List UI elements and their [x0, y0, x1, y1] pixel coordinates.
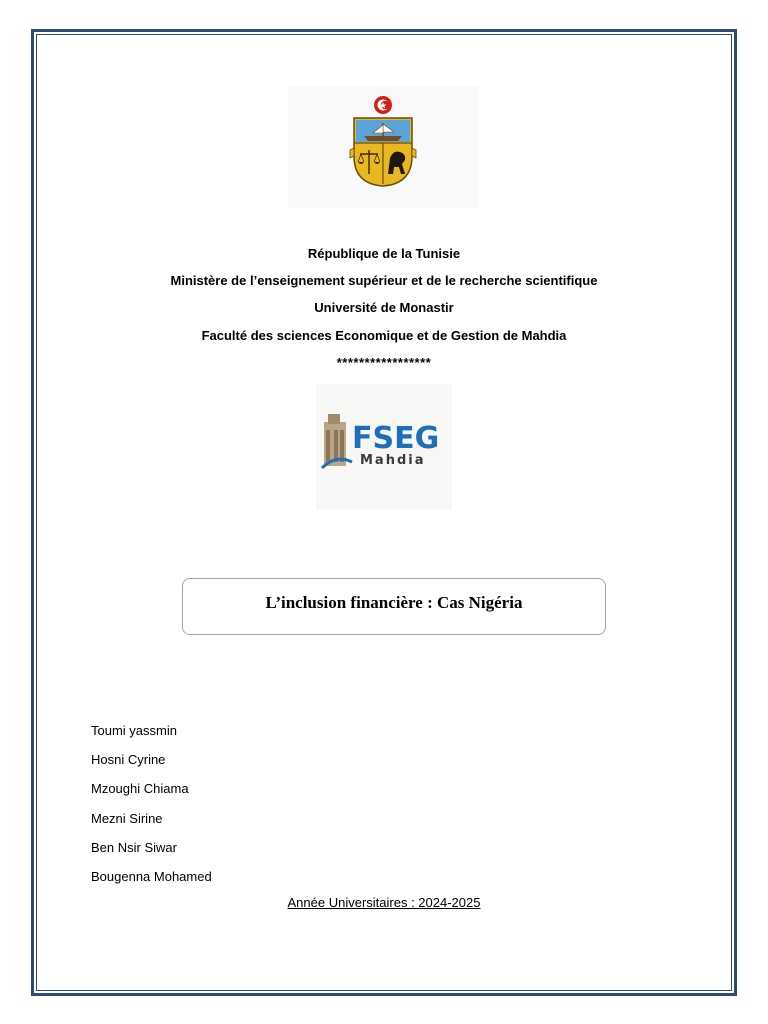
ministry-line: Ministère de l’enseignement supérieur et de le recherche scientifique: [170, 273, 598, 289]
authors-list: [91, 721, 212, 896]
svg-text:Mahdia: Mahdia: [360, 453, 426, 468]
author-name: Mezni Sirine: [91, 810, 163, 826]
author-name: Hosni Cyrine: [91, 752, 166, 768]
fseg-mahdia-logo: [316, 384, 452, 510]
author-name: Ben Nsir Siwar: [91, 839, 177, 855]
academic-year: Année Universitaires : 2024-2025: [287, 895, 481, 910]
svg-text:FSEG: FSEG: [352, 421, 440, 456]
separator-stars: *****************: [336, 354, 432, 370]
university-line: Université de Monastir: [314, 300, 454, 316]
author-name: Toumi yassmin: [91, 723, 177, 738]
institution-header: [0, 244, 768, 380]
faculty-line: Faculté des sciences Economique et de Gestion de Mahdia: [201, 327, 567, 343]
tunisia-coat-of-arms: [288, 86, 478, 208]
title-box: [182, 578, 606, 635]
author-name: Mzoughi Chiama: [91, 781, 189, 797]
country-line: République de la Tunisie: [307, 246, 461, 261]
document-title: L’inclusion financière : Cas Nigéria: [265, 593, 523, 612]
author-name: Bougenna Mohamed: [91, 868, 212, 884]
